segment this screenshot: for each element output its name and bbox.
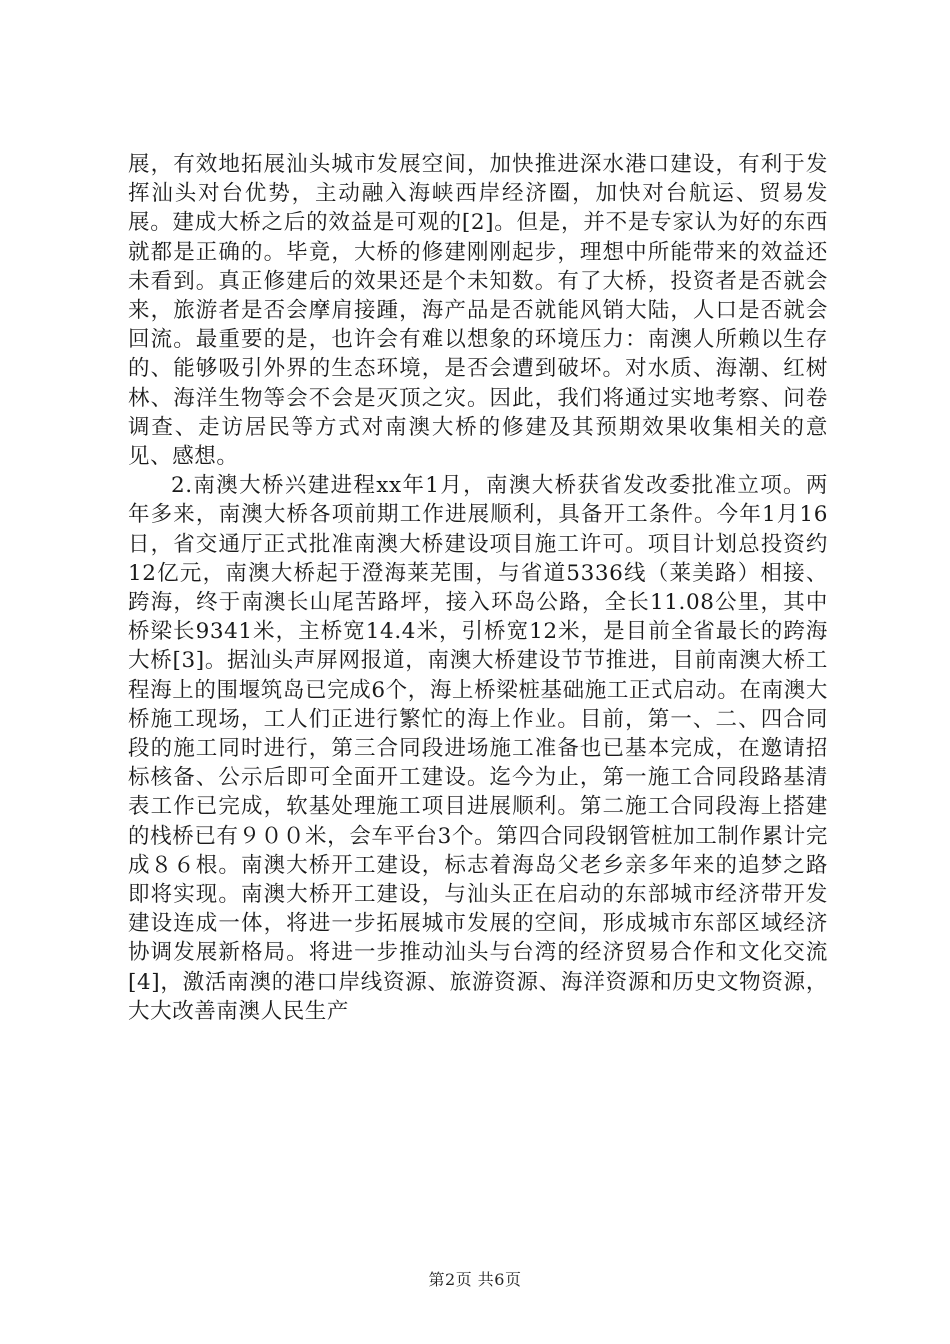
paragraph-construction-progress: 2.南澳大桥兴建进程xx年1月，南澳大桥获省发改委批准立项。两年多来，南澳大桥各项前期工作进展顺利，具备开工条件。今年1月16日，省交通厅正式批准南澳大桥建设项目施工许可。项目计划总投资约12亿元，南澳大桥起于澄海莱芜围，与省道5336线（莱美路）相接、跨海，终于南澳长山尾苦路坪，接入环岛公路，全长11.08公里，其中桥梁长9341米，主桥宽14.4米，引桥宽12米，是目前全省最长的跨海大桥[3]。据汕头声屏网报道，南澳大桥建设节节推进，目前南澳大桥工程海上的围堰筑岛已完成6个，海上桥梁桩基础施工正式启动。在南澳大桥施工现场，工人们正进行繁忙的海上作业。目前，第一、二、四合同段的施工同时进行，第三合同段进场施工准备也已基本完成，在邀请招标核备、公示后即可全面开工建设。迄今为止，第一施工合同段路基清表工作已完成，软基处理施工项目进展顺利。第二施工合同段海上搭建的栈桥已有９００米，会车平台3个。第四合同段钢管桩加工制作累计完成８６根。南澳大桥开工建设，标志着海岛父老乡亲多年来的追梦之路即将实现。南澳大桥开工建设，与汕头正在启动的东部城市经济带开发建设连成一体，将进一步拓展城市发展的空间，形成城市东部区域经济协调发展新格局。将进一步推动汕头与台湾的经济贸易合作和文化交流[4]，激活南澳的港口岸线资源、旅游资源、海洋资源和历史文物资源，大大改善南澳人民生产: [128, 473, 828, 1024]
paragraph-continued: 展，有效地拓展汕头城市发展空间，加快推进深水港口建设，有利于发挥汕头对台优势，主动融入海峡西岸经济圈，加快对台航运、贸易发展。建成大桥之后的效益是可观的[2]。但是，并不是专家认为好的东西就都是正确的。毕竟，大桥的修建刚刚起步，理想中所能带来的效益还未看到。真正修建后的效果还是个未知数。有了大桥，投资者是否就会来，旅游者是否会摩肩接踵，海产品是否就能风销大陆，人口是否就会回流。最重要的是，也许会有难以想象的环境压力：南澳人所赖以生存的、能够吸引外界的生态环境，是否会遭到破坏。对水质、海潮、红树林、海洋生物等会不会是灭顶之灾。因此，我们将通过实地考察、问卷调查、走访居民等方式对南澳大桥的修建及其预期效果收集相关的意见、感想。: [128, 152, 828, 470]
page-number-footer: 第2页 共6页: [428, 1270, 522, 1289]
body-text: [128, 150, 828, 1026]
